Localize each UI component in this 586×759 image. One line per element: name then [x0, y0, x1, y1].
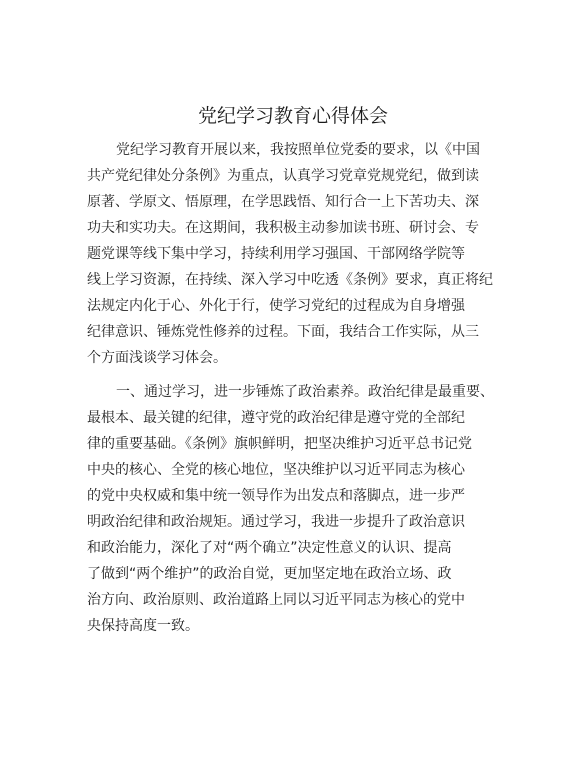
paragraph-2-line: 明政治纪律和政治规矩。通过学习，我进一步提升了政治意识 [87, 514, 465, 530]
paragraph-2-line: 的党中央权威和集中统一领导作为出发点和落脚点，进一步严 [87, 488, 465, 504]
paragraph-2-line: 律的重要基础。《条例》旗帜鲜明，把坚决维护习近平总书记党 [87, 436, 472, 452]
paragraph-1-line: 纪律意识、锤炼党性修养的过程。下面，我结合工作实际，从三 [87, 324, 479, 340]
paragraph-2-line: 了做到“两个维护”的政治自觉，更加坚定地在政治立场、政 [87, 566, 452, 582]
paragraph-1-line: 原著、学原文、悟原理，在学思践悟、知行合一上下苦功夫、深 [87, 194, 479, 210]
paragraph-1-line: 共产党纪律处分条例》为重点，认真学习党章党规党纪，做到读 [87, 168, 479, 184]
document-title: 党纪学习教育心得体会 [197, 105, 388, 127]
paragraph-1-line: 功夫和实功夫。在这期间，我积极主动参加读书班、研讨会、专 [87, 220, 479, 236]
paragraph-1-line: 法规定内化于心、外化于行，使学习党纪的过程成为自身增强 [87, 298, 465, 314]
paragraph-2-line: 央保持高度一致。 [87, 618, 199, 634]
paragraph-2-line: 中央的核心、全党的核心地位，坚决维护以习近平同志为核心 [87, 462, 465, 478]
paragraph-2-line: 一、通过学习，进一步锤炼了政治素养。政治纪律是最重要、 [116, 384, 494, 400]
paragraph-2-line: 治方向、政治原则、政治道路上同以习近平同志为核心的党中 [87, 592, 465, 608]
paragraph-1-line: 题党课等线下集中学习，持续利用学习强国、干部网络学院等 [87, 246, 465, 262]
paragraph-2-line: 最根本、最关键的纪律，遵守党的政治纪律是遵守党的全部纪 [87, 410, 465, 426]
paragraph-1-line: 线上学习资源，在持续、深入学习中吃透《条例》要求，真正将纪 [87, 272, 493, 288]
paragraph-1-line: 个方面浅谈学习体会。 [87, 350, 227, 366]
paragraph-1-line: 党纪学习教育开展以来，我按照单位党委的要求，以《中国 [116, 142, 480, 158]
paragraph-2-line: 和政治能力，深化了对“两个确立”决定性意义的认识、提高 [87, 540, 452, 556]
